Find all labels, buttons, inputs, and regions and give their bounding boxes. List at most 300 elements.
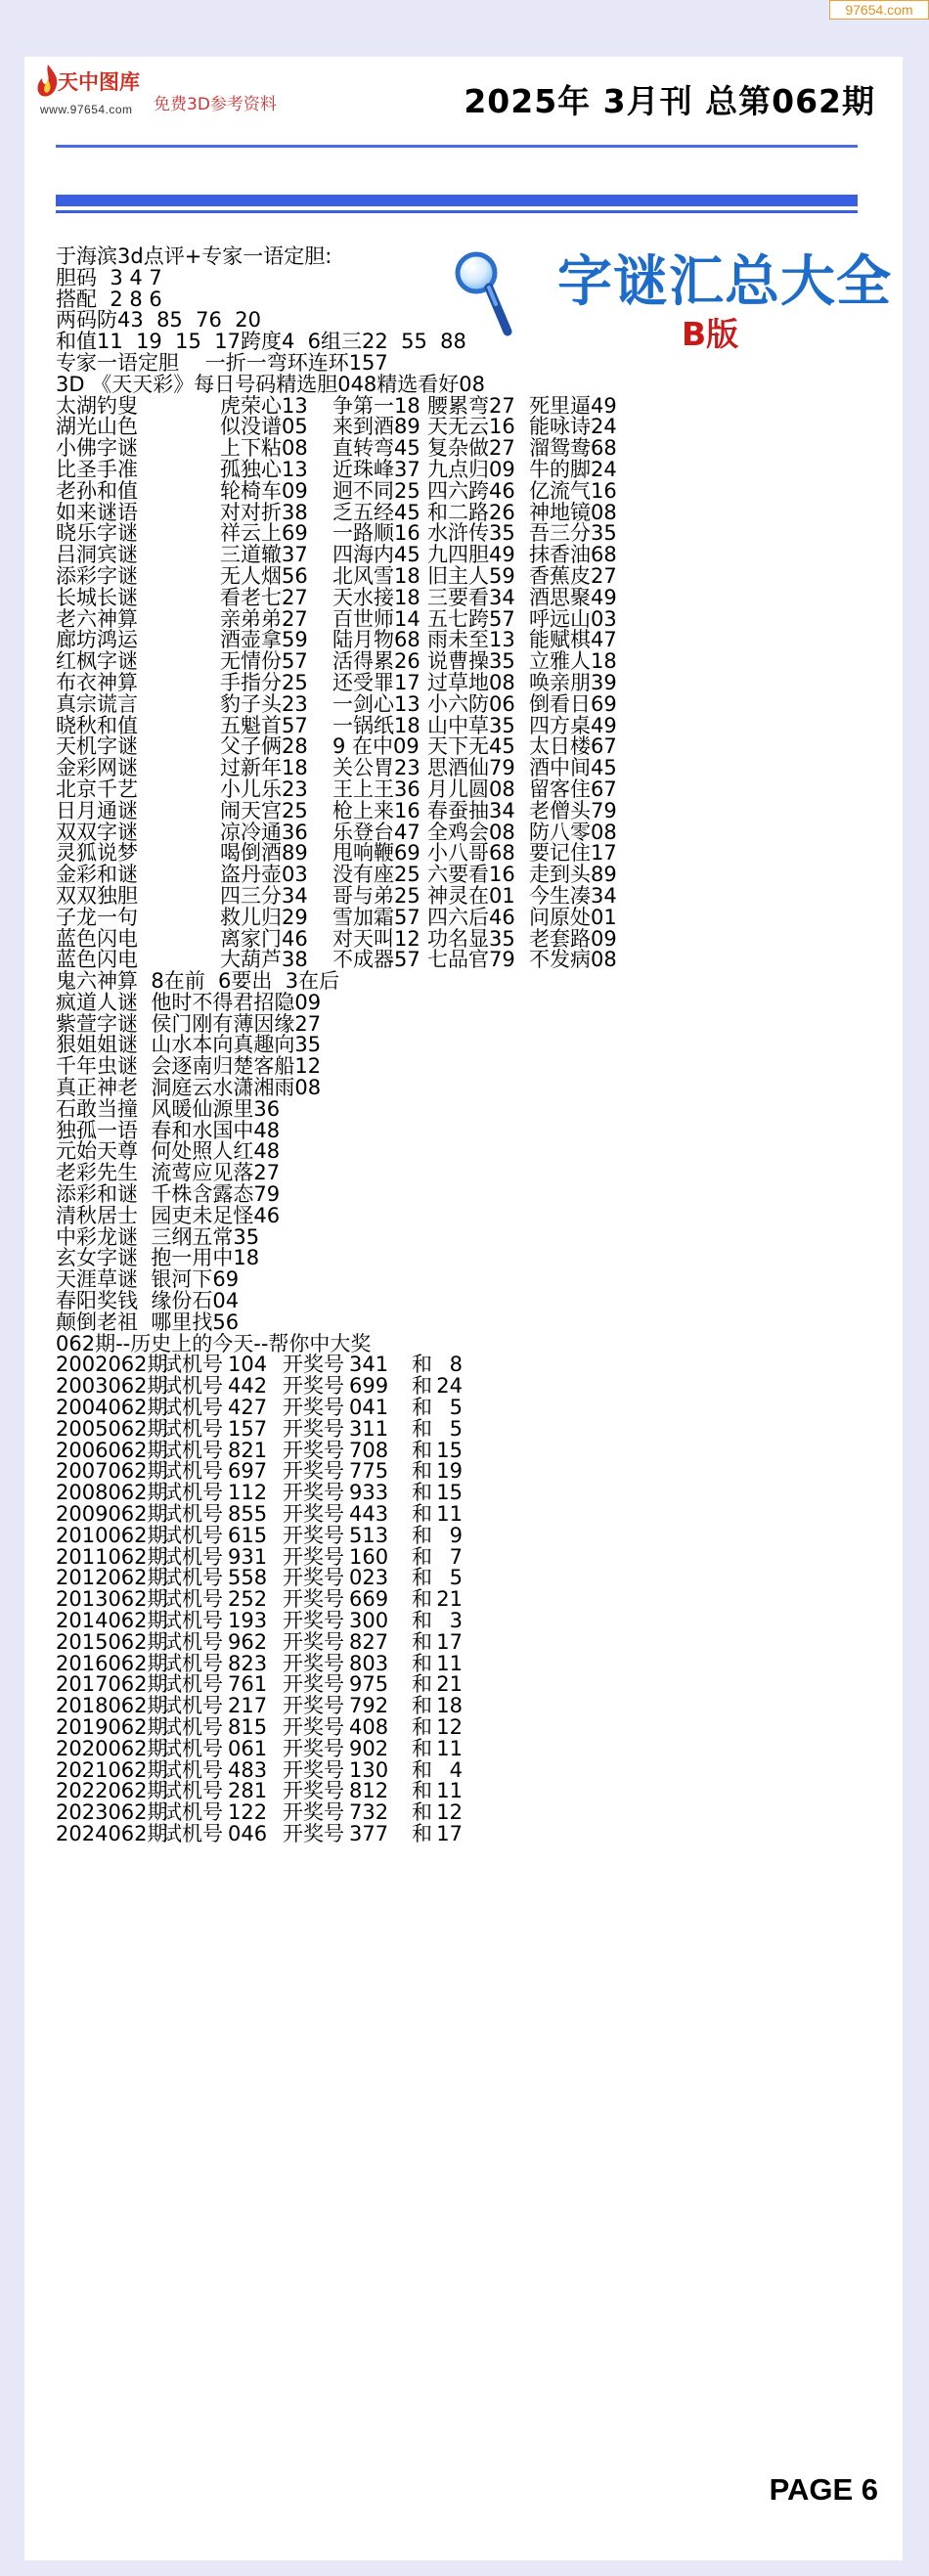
trial-label: 试机号 [161, 1566, 223, 1590]
draw-number: 300 [349, 1609, 389, 1632]
sum-value: 12 [436, 1714, 463, 1739]
trial-label: 试机号 [161, 1651, 223, 1675]
sum-label: 和 [412, 1396, 432, 1420]
trial-number: 823 [228, 1651, 268, 1675]
draw-number: 827 [349, 1629, 389, 1654]
sum-value: 24 [436, 1374, 463, 1399]
history-table [56, 1355, 799, 1844]
riddle-cell: 倒看日69 [529, 691, 617, 716]
trial-label: 试机号 [161, 1821, 223, 1845]
table-row [56, 843, 799, 865]
riddle-cell: 手指分25 [220, 670, 308, 694]
sum-value: 9 [449, 1523, 463, 1547]
history-period: 2003062期 [56, 1374, 168, 1399]
trial-number: 815 [228, 1714, 268, 1739]
sum-value: 19 [436, 1459, 463, 1484]
riddle-source: 老孙和值 [56, 478, 138, 503]
history-period: 2004062期 [56, 1396, 168, 1420]
draw-label: 开奖号 [283, 1396, 344, 1420]
table-row [56, 606, 799, 631]
list-item: 石敢当撞 风暖仙源里36 [56, 1096, 281, 1121]
draw-label: 开奖号 [283, 1629, 344, 1654]
draw-label: 开奖号 [283, 1609, 344, 1632]
draw-number: 732 [349, 1800, 389, 1825]
riddle-cell: 酒壶拿59 [220, 628, 308, 652]
list-item: 元始天尊 何处照人红48 [56, 1139, 281, 1164]
draw-number: 803 [349, 1651, 389, 1675]
trial-label: 试机号 [161, 1714, 223, 1739]
riddle-cell: 小儿乐23 [220, 777, 308, 801]
trial-label: 试机号 [161, 1481, 223, 1505]
riddle-cell: 全鸡会08 [427, 820, 515, 844]
sum-label: 和 [412, 1609, 432, 1632]
history-period: 2015062期 [56, 1629, 168, 1654]
riddle-cell: 9 在中09 [332, 734, 420, 759]
riddle-cell: 溜鸳鸯68 [529, 436, 617, 461]
trial-number: 122 [228, 1800, 268, 1825]
riddle-source: 子龙一句 [56, 905, 138, 929]
sum-value: 11 [436, 1779, 463, 1803]
draw-number: 160 [349, 1544, 389, 1569]
riddle-source: 红枫字谜 [56, 649, 138, 674]
history-row [56, 1568, 799, 1589]
sum-label: 和 [412, 1736, 432, 1760]
sum-value: 17 [436, 1821, 463, 1845]
history-row [56, 1714, 799, 1739]
riddle-cell: 天下无45 [427, 734, 515, 759]
intro-line: 专家一语定胆 一折一弯环连环157 [56, 350, 388, 375]
history-period: 2009062期 [56, 1502, 168, 1527]
sum-label: 和 [412, 1502, 432, 1527]
trial-label: 试机号 [161, 1779, 223, 1803]
table-row [56, 779, 799, 801]
riddle-cell: 对天叫12 [332, 926, 420, 951]
riddle-source: 廊坊鸿运 [56, 628, 138, 652]
riddle-cell: 亲弟弟27 [220, 606, 308, 631]
draw-number: 708 [349, 1438, 389, 1462]
sum-value: 5 [449, 1396, 463, 1420]
riddle-cell: 山中草35 [427, 713, 515, 737]
list-item: 添彩和谜 千株含露态79 [56, 1182, 281, 1207]
draw-label: 开奖号 [283, 1523, 344, 1547]
history-row [56, 1629, 799, 1654]
history-period: 2011062期 [56, 1544, 168, 1569]
riddle-source: 双双独胆 [56, 883, 138, 908]
history-period: 2006062期 [56, 1438, 168, 1462]
history-row [56, 1461, 799, 1483]
draw-label: 开奖号 [283, 1544, 344, 1569]
list-item: 清秋居士 园吏未足怪46 [56, 1203, 281, 1227]
riddle-cell: 轮椅车09 [220, 478, 308, 503]
riddle-cell: 四海内45 [332, 543, 420, 567]
riddle-source: 长城长谜 [56, 585, 138, 609]
riddle-cell: 春蚕抽34 [427, 798, 515, 822]
riddle-source: 灵狐说梦 [56, 841, 138, 866]
riddle-source: 北京千艺 [56, 777, 138, 801]
draw-number: 443 [349, 1502, 389, 1527]
riddle-source: 天机字谜 [56, 734, 138, 759]
list-item: 中彩龙谜 三纲五常35 [56, 1224, 260, 1249]
list-item: 千年虫谜 会逐南归楚客船12 [56, 1054, 322, 1079]
trial-label: 试机号 [161, 1459, 223, 1484]
draw-label: 开奖号 [283, 1672, 344, 1697]
riddle-cell: 神地镜08 [529, 500, 617, 524]
draw-label: 开奖号 [283, 1694, 344, 1718]
sum-label: 和 [412, 1438, 432, 1462]
riddle-source: 吕洞宾谜 [56, 543, 138, 567]
trial-number: 761 [228, 1672, 268, 1697]
riddle-cell: 抹香油68 [529, 543, 617, 567]
riddle-cell: 五魁首57 [220, 713, 308, 737]
sum-value: 7 [449, 1544, 463, 1569]
draw-number: 341 [349, 1353, 389, 1377]
riddle-cell: 百世师14 [332, 606, 420, 631]
riddle-cell: 没有座25 [332, 863, 420, 887]
riddle-cell: 近珠峰37 [332, 457, 420, 481]
list-item: 鬼六神算 8在前 6要出 3在后 [56, 969, 340, 994]
content-block [56, 246, 799, 1845]
draw-number: 902 [349, 1736, 389, 1760]
riddle-cell: 喝倒酒89 [220, 841, 308, 866]
riddle-cell: 凉冷通36 [220, 820, 308, 844]
sum-value: 15 [436, 1481, 463, 1505]
riddle-cell: 亿流气16 [529, 478, 617, 503]
draw-number: 699 [349, 1374, 389, 1399]
riddle-cell: 旧主人59 [427, 563, 515, 588]
sum-value: 5 [449, 1566, 463, 1590]
list-item: 紫萱字谜 侯门刚有薄因缘27 [56, 1011, 322, 1036]
trial-number: 046 [228, 1821, 268, 1845]
riddle-cell: 老僧头79 [529, 798, 617, 822]
history-row [56, 1696, 799, 1717]
history-period: 2024062期 [56, 1821, 168, 1845]
logo-text: 天中图库 [58, 70, 140, 94]
draw-number: 669 [349, 1587, 389, 1612]
draw-label: 开奖号 [283, 1566, 344, 1590]
header-divider-under [56, 210, 858, 213]
trial-number: 252 [228, 1587, 268, 1612]
riddle-cell: 酒思聚49 [529, 585, 617, 609]
riddle-cell: 离家门46 [220, 926, 308, 951]
riddle-cell: 天无云16 [427, 415, 515, 439]
riddle-cell: 乏五经45 [332, 500, 420, 524]
draw-label: 开奖号 [283, 1438, 344, 1462]
riddle-cell: 救儿归29 [220, 905, 308, 929]
history-period: 2018062期 [56, 1694, 168, 1718]
sum-label: 和 [412, 1714, 432, 1739]
page-number: PAGE 6 [769, 2472, 878, 2507]
history-row [56, 1674, 799, 1696]
riddle-cell: 雨未至13 [427, 628, 515, 652]
riddle-source: 老六神算 [56, 606, 138, 631]
draw-number: 023 [349, 1566, 389, 1590]
history-row [56, 1589, 799, 1611]
riddle-source: 金彩和谜 [56, 863, 138, 887]
sum-value: 11 [436, 1651, 463, 1675]
riddle-cell: 直转弯45 [332, 436, 420, 461]
trial-number: 483 [228, 1757, 268, 1782]
riddle-cell: 唤亲朋39 [529, 670, 617, 694]
table-row [56, 713, 799, 737]
trial-label: 试机号 [161, 1609, 223, 1632]
riddle-cell: 吾三分35 [529, 521, 617, 546]
sum-label: 和 [412, 1757, 432, 1782]
intro-line: 胆码 3 4 7 [56, 265, 162, 289]
sum-value: 11 [436, 1736, 463, 1760]
history-row [56, 1611, 799, 1632]
draw-number: 041 [349, 1396, 389, 1420]
draw-label: 开奖号 [283, 1821, 344, 1845]
table-row [56, 523, 799, 545]
table-row [56, 691, 799, 716]
history-period: 2020062期 [56, 1736, 168, 1760]
table-row [56, 670, 799, 694]
draw-number: 792 [349, 1694, 389, 1718]
riddle-cell: 看老七27 [220, 585, 308, 609]
draw-label: 开奖号 [283, 1757, 344, 1782]
table-row [56, 438, 799, 460]
history-row [56, 1651, 799, 1675]
site-watermark: 97654.com [829, 0, 929, 20]
table-row [56, 545, 799, 566]
list-item: 狠姐姐谜 山水本向真趣向35 [56, 1033, 322, 1057]
history-period: 2002062期 [56, 1353, 168, 1377]
history-row [56, 1438, 799, 1462]
history-period: 2007062期 [56, 1459, 168, 1484]
sum-label: 和 [412, 1629, 432, 1654]
draw-label: 开奖号 [283, 1736, 344, 1760]
table-row [56, 417, 799, 438]
sum-value: 21 [436, 1672, 463, 1697]
riddle-cell: 和二路26 [427, 500, 515, 524]
table-row [56, 630, 799, 651]
riddle-cell: 九四胆49 [427, 543, 515, 567]
sum-label: 和 [412, 1694, 432, 1718]
riddle-source: 日月通谜 [56, 798, 138, 822]
table-row [56, 563, 799, 588]
riddle-source: 双双字谜 [56, 820, 138, 844]
sum-value: 5 [449, 1416, 463, 1441]
history-title: 062期--历史上的今天--帮你中大奖 [56, 1331, 372, 1355]
logo-url: www.97654.com [40, 103, 133, 116]
riddle-cell: 大葫芦38 [220, 948, 308, 972]
trial-number: 217 [228, 1694, 268, 1718]
edition-label: B版 [682, 315, 739, 353]
riddle-cell: 九点归09 [427, 457, 515, 481]
riddle-cell: 牛的脚24 [529, 457, 617, 481]
sum-value: 11 [436, 1502, 463, 1527]
riddle-cell: 四六后46 [427, 905, 515, 929]
history-period: 2019062期 [56, 1714, 168, 1739]
riddle-cell: 争第一18 [332, 393, 420, 418]
sum-value: 15 [436, 1438, 463, 1462]
sum-label: 和 [412, 1416, 432, 1441]
trial-number: 931 [228, 1544, 268, 1569]
draw-number: 377 [349, 1821, 389, 1845]
riddle-source: 添彩字谜 [56, 563, 138, 588]
history-row [56, 1416, 799, 1441]
draw-label: 开奖号 [283, 1502, 344, 1527]
riddle-source: 晓乐字谜 [56, 521, 138, 546]
table-row [56, 457, 799, 481]
trial-label: 试机号 [161, 1800, 223, 1825]
riddle-cell: 雪加霜57 [332, 905, 420, 929]
riddle-cell: 三道辙37 [220, 543, 308, 567]
riddle-cell: 闹天宫25 [220, 798, 308, 822]
history-period: 2013062期 [56, 1587, 168, 1612]
riddle-cell: 枪上来16 [332, 798, 420, 822]
table-row [56, 822, 799, 844]
history-period: 2010062期 [56, 1523, 168, 1547]
riddle-cell: 盗丹壶03 [220, 863, 308, 887]
riddle-source: 真宗谎言 [56, 691, 138, 716]
draw-number: 975 [349, 1672, 389, 1697]
draw-label: 开奖号 [283, 1651, 344, 1675]
riddle-source: 小佛字谜 [56, 436, 138, 461]
riddle-cell: 无人烟56 [220, 563, 308, 588]
history-period: 2021062期 [56, 1757, 168, 1782]
table-row [56, 758, 799, 779]
sum-value: 3 [449, 1609, 463, 1632]
table-row [56, 883, 799, 908]
trial-label: 试机号 [161, 1544, 223, 1569]
trial-label: 试机号 [161, 1587, 223, 1612]
draw-number: 812 [349, 1779, 389, 1803]
list-item: 老彩先生 流莺应见落27 [56, 1161, 281, 1185]
riddle-cell: 复杂做27 [427, 436, 515, 461]
site-logo[interactable] [34, 63, 144, 123]
sum-label: 和 [412, 1672, 432, 1697]
draw-label: 开奖号 [283, 1714, 344, 1739]
riddle-cell: 对对折38 [220, 500, 308, 524]
sum-value: 18 [436, 1694, 463, 1718]
sum-value: 12 [436, 1800, 463, 1825]
riddle-cell: 关公胃23 [332, 756, 420, 780]
trial-number: 157 [228, 1416, 268, 1441]
page-title: 字谜汇总大全 [557, 250, 892, 314]
trial-label: 试机号 [161, 1694, 223, 1718]
sum-value: 4 [449, 1757, 463, 1782]
list-item: 独孤一语 春和水国中48 [56, 1118, 281, 1142]
riddle-cell: 过草地08 [427, 670, 515, 694]
trial-label: 试机号 [161, 1416, 223, 1441]
riddle-source: 布衣神算 [56, 670, 138, 694]
history-row [56, 1355, 799, 1376]
header-divider-thin [56, 145, 858, 148]
history-period: 2017062期 [56, 1672, 168, 1697]
riddle-cell: 陆月物68 [332, 628, 420, 652]
riddle-cell: 腰累弯27 [427, 393, 515, 418]
riddle-source: 蓝色闪电 [56, 948, 138, 972]
trial-label: 试机号 [161, 1374, 223, 1399]
riddle-cell: 功名显35 [427, 926, 515, 951]
trial-label: 试机号 [161, 1502, 223, 1527]
riddle-cell: 虎荣心13 [220, 393, 308, 418]
trial-label: 试机号 [161, 1438, 223, 1462]
draw-number: 775 [349, 1459, 389, 1484]
riddle-cell: 老套路09 [529, 926, 617, 951]
trial-number: 061 [228, 1736, 268, 1760]
trial-number: 104 [228, 1353, 268, 1377]
riddle-cell: 四六跨46 [427, 478, 515, 503]
riddle-table [56, 393, 799, 972]
history-period: 2005062期 [56, 1416, 168, 1441]
riddle-cell: 今生凑34 [529, 883, 617, 908]
intro-section [56, 246, 799, 396]
riddle-cell: 孤独心13 [220, 457, 308, 481]
riddle-cell: 祥云上69 [220, 521, 308, 546]
trial-number: 442 [228, 1374, 268, 1399]
history-period: 2023062期 [56, 1800, 168, 1825]
riddle-cell: 说曹操35 [427, 649, 515, 674]
sum-label: 和 [412, 1779, 432, 1803]
riddle-cell: 要记住17 [529, 841, 617, 866]
sum-label: 和 [412, 1651, 432, 1675]
intro-line: 3D 《天天彩》每日号码精选胆048精选看好08 [56, 372, 486, 396]
riddle-cell: 一剑心13 [332, 691, 420, 716]
draw-label: 开奖号 [283, 1416, 344, 1441]
draw-label: 开奖号 [283, 1587, 344, 1612]
riddle-source: 湖光山色 [56, 415, 138, 439]
riddle-cell: 思酒仙79 [427, 756, 515, 780]
riddle-cell: 防八零08 [529, 820, 617, 844]
table-row [56, 500, 799, 524]
history-row [56, 1504, 799, 1526]
riddle-cell: 上下粘08 [220, 436, 308, 461]
riddle-cell: 三要看34 [427, 585, 515, 609]
history-row [56, 1398, 799, 1419]
riddle-cell: 王上王36 [332, 777, 420, 801]
riddle-source: 太湖钓叟 [56, 393, 138, 418]
draw-label: 开奖号 [283, 1353, 344, 1377]
intro-line: 和值11 19 15 17跨度4 6组三22 55 88 [56, 330, 466, 354]
riddle-cell: 死里逼49 [529, 393, 617, 418]
riddle-cell: 无情份57 [220, 649, 308, 674]
riddle-cell: 四三分34 [220, 883, 308, 908]
table-row [56, 393, 799, 418]
history-period: 2022062期 [56, 1779, 168, 1803]
sum-label: 和 [412, 1587, 432, 1612]
trial-number: 427 [228, 1396, 268, 1420]
riddle-cell: 呼远山03 [529, 606, 617, 631]
intro-line: 两码防43 85 76 20 [56, 308, 261, 333]
intro-line: 于海滨3d点评+专家一语定胆: [56, 244, 332, 268]
table-row [56, 865, 799, 886]
issue-number: 2025年 3月刊 总第062期 [464, 82, 875, 120]
riddle-cell: 留客住67 [529, 777, 617, 801]
trial-number: 193 [228, 1609, 268, 1632]
riddle-cell: 似没谱05 [220, 415, 308, 439]
history-period: 2012062期 [56, 1566, 168, 1590]
trial-number: 821 [228, 1438, 268, 1462]
draw-label: 开奖号 [283, 1779, 344, 1803]
trial-label: 试机号 [161, 1757, 223, 1782]
riddle-cell: 一路顺16 [332, 521, 420, 546]
trial-number: 855 [228, 1502, 268, 1527]
sum-label: 和 [412, 1459, 432, 1484]
sum-label: 和 [412, 1800, 432, 1825]
riddle-cell: 四方桌49 [529, 713, 617, 737]
riddle-cell: 太日楼67 [529, 734, 617, 759]
riddle-cell: 能咏诗24 [529, 415, 617, 439]
riddle-cell: 问原处01 [529, 905, 617, 929]
riddle-cell: 还受罪17 [332, 670, 420, 694]
riddle-cell: 活得累26 [332, 649, 420, 674]
history-period: 2016062期 [56, 1651, 168, 1675]
draw-number: 513 [349, 1523, 389, 1547]
table-row [56, 736, 799, 758]
list-item: 春阳奖钱 缘份石04 [56, 1289, 240, 1313]
